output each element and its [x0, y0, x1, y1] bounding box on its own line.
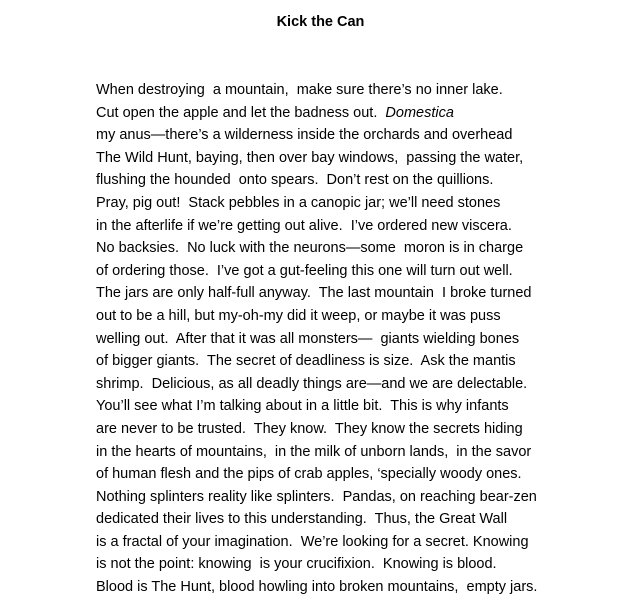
poem-line-4: The Wild Hunt, baying, then over bay windows, passing the water,	[96, 149, 524, 166]
poem-line-17: in the hearts of mountains, in the milk of unborn lands, in the savor	[96, 443, 532, 460]
poem-body	[96, 79, 636, 599]
poem-title: Kick the Can	[276, 14, 365, 30]
poem-line-11: out to be a hill, but my-oh-my did it weep, or maybe it was puss	[96, 307, 501, 324]
poem-line-7: in the afterlife if we’re getting out alive. I’ve ordered new viscera.	[96, 217, 512, 234]
poem-line-10: The jars are only half-full anyway. The last mountain I broke turned	[96, 285, 532, 302]
poem-line-16: are never to be trusted. They know. They know the secrets hiding	[96, 420, 523, 437]
poem-line-23: Blood is The Hunt, blood howling into broken mountains, empty jars.	[96, 579, 538, 596]
poem-line-1: When destroying a mountain, make sure there’s no inner lake.	[96, 82, 503, 98]
poem-line-20: dedicated their lives to this understanding. Thus, the Great Wall	[96, 511, 508, 528]
poem-line-2	[96, 102, 636, 125]
poem-line-5: flushing the hounded onto spears. Don’t rest on the quillions.	[96, 172, 494, 189]
poem-line-14: shrimp. Delicious, as all deadly things are—and we are delectable.	[96, 375, 528, 392]
poem-line-15: You’ll see what I’m talking about in a little bit. This is why infants	[96, 398, 509, 415]
poem-line-6: Pray, pig out! Stack pebbles in a canopic jar; we’ll need stones	[96, 194, 501, 211]
poem-line-2-italic: Domestica	[385, 104, 454, 121]
poem-line-19: Nothing splinters reality like splinters. Pandas, on reaching bear-zen	[96, 488, 537, 505]
poem-line-3: my anus—there’s a wilderness inside the orchards and overhead	[96, 127, 513, 144]
poem-line-18: of human flesh and the pips of crab apples, ‘specially woody ones.	[96, 466, 522, 483]
poem-line-9: of ordering those. I’ve got a gut-feeling this one will turn out well.	[96, 262, 513, 279]
poem-line-13: of bigger giants. The secret of deadliness is size. Ask the mantis	[96, 353, 516, 370]
poem-line-21: is a fractal of your imagination. We’re looking for a secret. Knowing	[96, 533, 529, 550]
poem-line-12: welling out. After that it was all monsters— giants wielding bones	[96, 330, 520, 347]
poem-line-8: No backsies. No luck with the neurons—some moron is in charge	[96, 240, 524, 257]
poem-line-22: is not the point: knowing is your crucifixion. Knowing is blood.	[96, 556, 497, 573]
poem-line-2-text: Cut open the apple and let the badness out.	[96, 104, 378, 121]
